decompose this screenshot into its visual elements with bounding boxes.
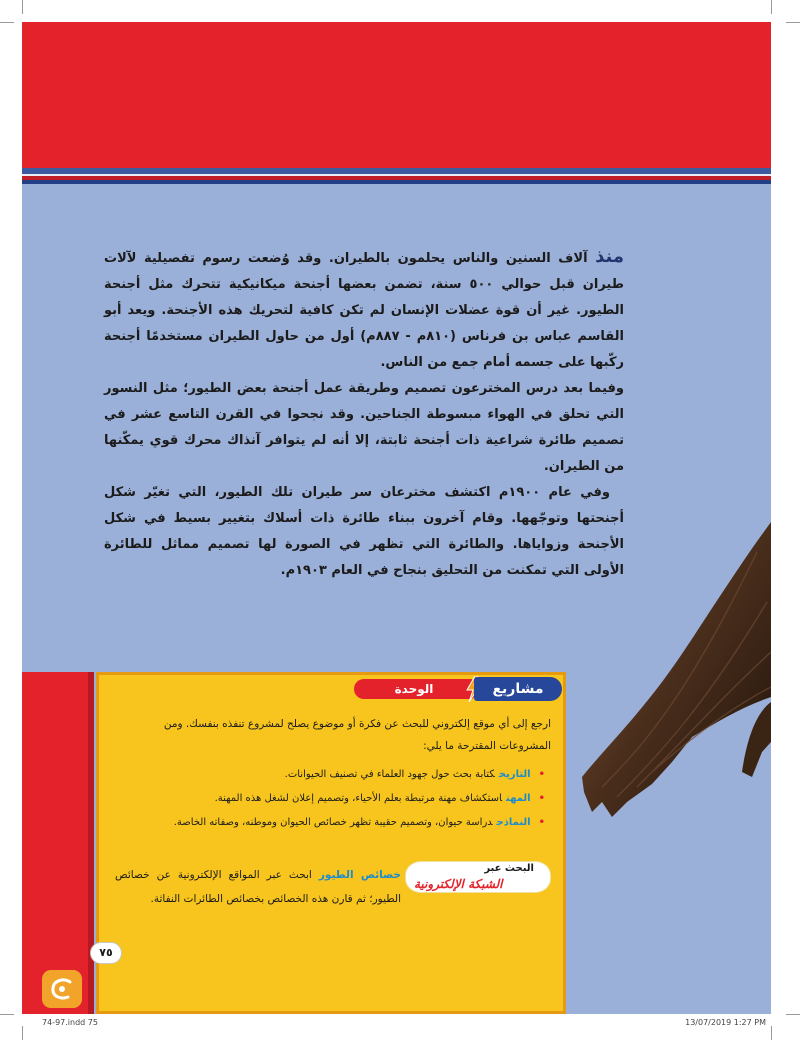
intro-paragraph-1 bbox=[104, 244, 624, 376]
header-stripe bbox=[22, 180, 771, 184]
publisher-logo-icon bbox=[42, 970, 82, 1008]
sidebar-red-strip bbox=[22, 672, 94, 1014]
print-timestamp: 13/07/2019 1:27 PM bbox=[685, 1018, 766, 1027]
lead-word: منذ bbox=[595, 246, 625, 267]
intro-p1-text: آلاف السنين والناس يحلمون بالطيران. وقد وُضعت رسوم تفصيلية لآلات طيران قبل حوالي ٥٠٠ سنة، تضمن بعضها أجنحة ميكانيكية تتحرك مثل أجنحة الطيور. غير أن قوة عضلات الإنسان لم تكن كافية لتحريك هذه الأجنحة. ويعد أبو القاسم عباس بن فرناس (٨١٠م - ٨٨٧م) أول من حاول الطيران مستخدمًا أجنحة ركّبها على جسمه أمام جمع من الناس. bbox=[104, 251, 624, 370]
project-keyword: النماذج bbox=[496, 817, 531, 828]
crop-mark bbox=[0, 1014, 14, 1015]
list-item bbox=[117, 787, 545, 811]
projects-header bbox=[99, 675, 563, 701]
web-keyword: خصائص الطيور bbox=[318, 869, 401, 881]
crop-mark bbox=[771, 1026, 772, 1040]
unit-projects-box bbox=[96, 672, 566, 1014]
unit-tab: الوحدة bbox=[354, 679, 474, 699]
sidebar-red-edge bbox=[88, 672, 94, 1014]
project-text: دراسة حيوان، وتصميم حقيبة تظهر خصائص الحيوان وموطنه، وصفاته الخاصة. bbox=[173, 817, 493, 828]
header-red-band bbox=[22, 22, 771, 168]
crop-mark bbox=[22, 0, 23, 14]
crop-mark bbox=[22, 1026, 23, 1040]
crop-mark bbox=[786, 1014, 800, 1015]
project-text: كتابة بحث حول جهود العلماء في تصنيف الحيوانات. bbox=[284, 769, 495, 780]
page-number: ٧٥ bbox=[90, 942, 122, 964]
list-item bbox=[117, 811, 545, 835]
project-keyword: التاريخ bbox=[498, 769, 531, 780]
intro-paragraph-3: وفي عام ١٩٠٠م اكتشف مخترعان سر طيران تلك الطيور، التي تغيّر شكل أجنحتها وتوجّهها. وقام آخرون ببناء طائرة ذات أسلاك بتغيير بسيط في شكل الأجنحة وزواياها. والطائرة التي تظهر في الصورة لها تصميم مماثل للطائرة الأولى التي تمكنت من التحليق بنجاح في العام ١٩٠٣م. bbox=[104, 485, 624, 578]
book-page bbox=[22, 22, 771, 1014]
crop-mark bbox=[0, 22, 14, 23]
projects-intro: ارجع إلى أي موقع إلكتروني للبحث عن فكرة أو موضوع يصلح لمشروع تنفذه بنفسك. ومن المشروعات المقترحة ما يلي: bbox=[163, 718, 551, 752]
projects-title-tab: مشاريع bbox=[474, 677, 562, 701]
web-instructions: ابحث عبر المواقع الإلكترونية عن خصائص الطيور؛ ثم قارن هذه الخصائص بخصائص الطائرات النفاثة. bbox=[115, 869, 401, 905]
crop-mark bbox=[771, 0, 772, 14]
project-text: استكشاف مهنة مرتبطة بعلم الأحياء، وتصميم إعلان لشغل هذه المهنة. bbox=[214, 793, 503, 804]
print-file-label: 74-97.indd 75 bbox=[42, 1018, 98, 1027]
web-research-badge bbox=[405, 861, 551, 893]
web-badge-line2: الشبكة الإلكترونية bbox=[414, 877, 503, 891]
web-badge-line1: البحث عبر bbox=[484, 863, 534, 874]
list-item bbox=[117, 763, 545, 787]
crop-mark bbox=[786, 22, 800, 23]
projects-list bbox=[117, 763, 545, 835]
intro-paragraph-2: وفيما بعد درس المخترعون تصميم وطريقة عمل أجنحة بعض الطيور؛ مثل النسور التي تحلق في الهواء مبسوطة الجناحين. وقد نجحوا في القرن التاسع عشر في تصميم طائرة شراعية ذات أجنحة ثابتة، إلا أنه لم يتوافر آنذاك محرك قوي يمكّنها من الطيران. bbox=[104, 381, 624, 474]
eagle-wing-image bbox=[542, 522, 771, 822]
project-keyword: المهن bbox=[506, 793, 531, 804]
web-research-text bbox=[115, 863, 401, 911]
